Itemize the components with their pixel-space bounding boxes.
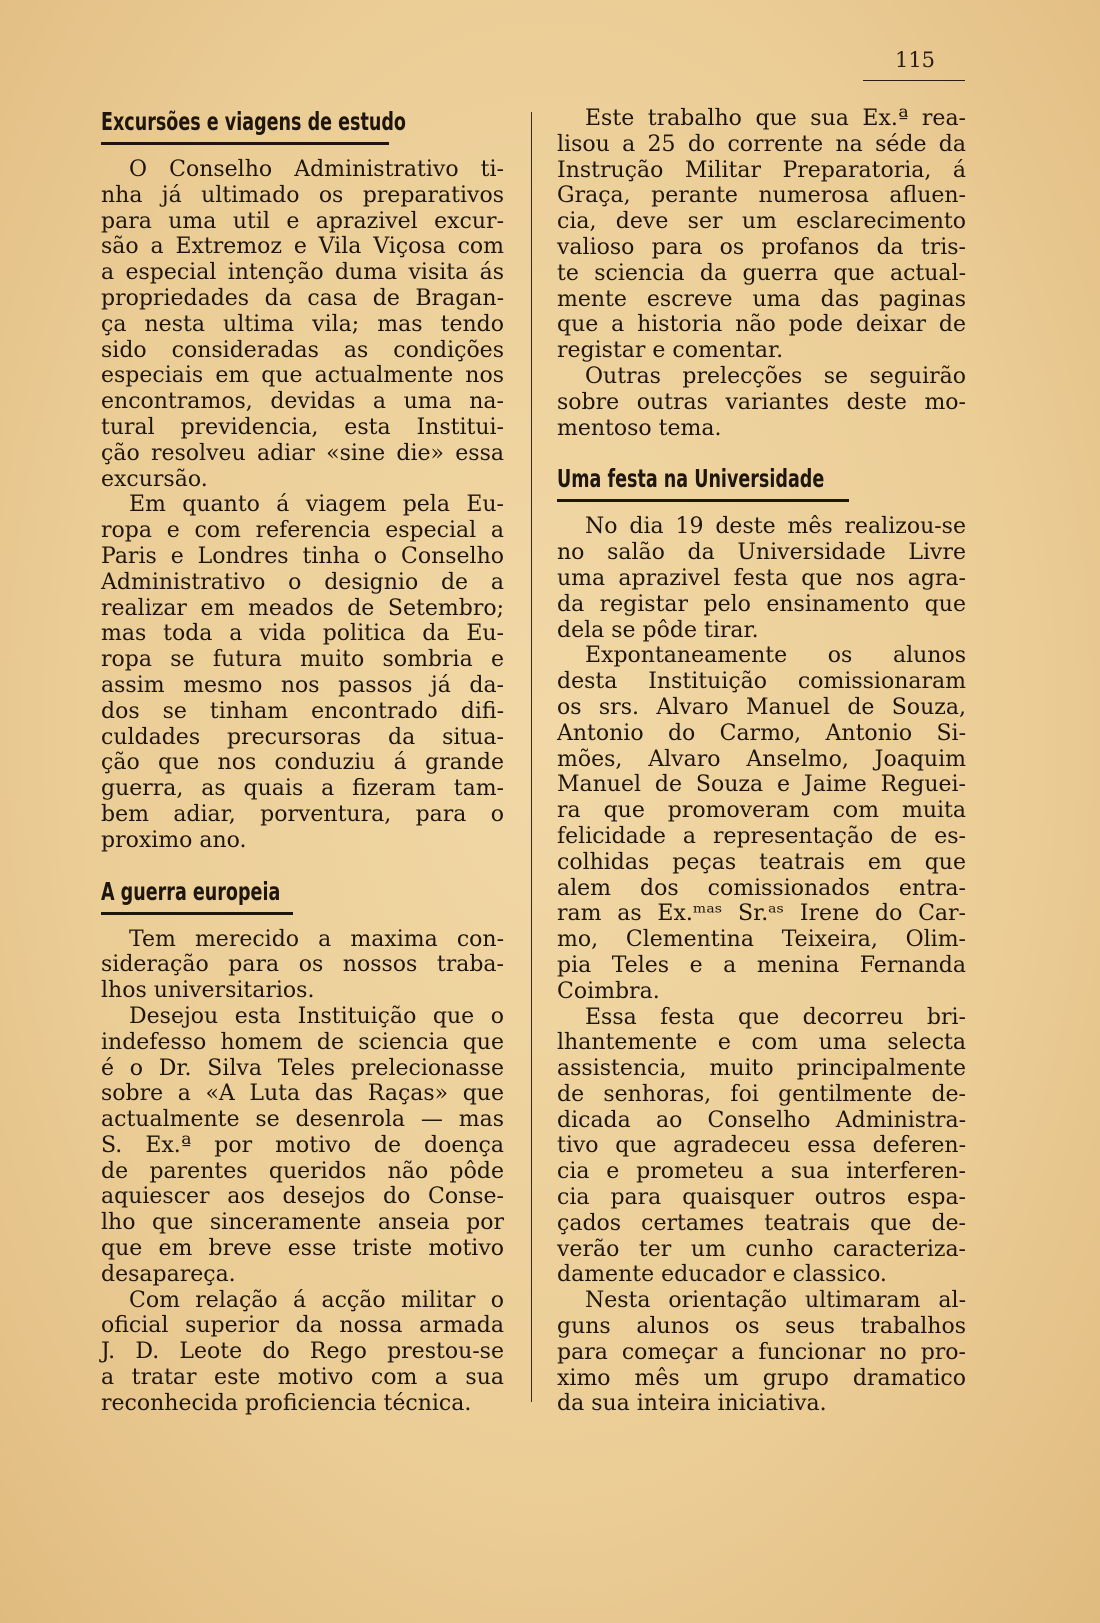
- text-line: ção resolveu adiar «sine die» essa: [101, 440, 504, 466]
- text-line: mões, Alvaro Anselmo, Joaquim: [557, 746, 966, 772]
- paragraph: [557, 1005, 966, 1289]
- text-line: lhos universitarios.: [101, 978, 315, 1004]
- text-line: Nesta orientação ultimaram al-: [585, 1288, 966, 1314]
- text-line: da registar pelo ensinamento que: [557, 591, 966, 617]
- section-spacer: [557, 441, 966, 463]
- left-column: [101, 106, 504, 1417]
- text-line: Essa festa que decorreu bri-: [585, 1004, 966, 1030]
- text-line: dicada ao Conselho Administra-: [557, 1107, 966, 1133]
- text-line: proximo ano.: [101, 827, 247, 853]
- paragraph: [101, 1288, 504, 1417]
- text-line: mas toda a vida politica da Eu-: [101, 621, 504, 647]
- text-line: J. D. Leote do Rego prestou-se: [101, 1339, 504, 1365]
- text-line: Tem merecido a maxima con-: [129, 926, 504, 952]
- text-line: Manuel de Souza e Jaime Reguei-: [557, 772, 966, 798]
- text-line: desta Instituição comissionaram: [557, 669, 966, 695]
- text-line: Graça, perante numerosa afluen-: [557, 183, 966, 209]
- section-spacer: [101, 854, 504, 876]
- text-line: Desejou esta Instituição que o: [129, 1003, 504, 1029]
- text-line: ção que nos conduziu á grande: [101, 750, 504, 776]
- text-line: Este trabalho que sua Ex.ª rea-: [585, 106, 966, 131]
- text-line: ropa e com referencia especial a: [101, 518, 504, 544]
- text-line: verão ter um cunho caracteriza-: [557, 1236, 966, 1262]
- text-line: guns alunos os seus trabalhos: [557, 1314, 966, 1340]
- text-line: guerra, as quais a fizeram tam-: [101, 776, 504, 802]
- text-line: dos se tinham encontrado difi-: [101, 698, 504, 724]
- text-line: que a historia não pode deixar de: [557, 312, 966, 338]
- text-line: sido consideradas as condições: [101, 337, 504, 363]
- text-line: tivo que agradeceu essa deferen-: [557, 1133, 966, 1159]
- paragraph: [101, 1004, 504, 1288]
- text-line: cia, deve ser um esclarecimento: [557, 209, 966, 235]
- paragraph: [101, 927, 504, 1004]
- text-line: registar e comentar.: [557, 338, 784, 364]
- text-line: desapareça.: [101, 1261, 236, 1287]
- text-line: encontramos, devidas a uma na-: [101, 389, 504, 415]
- text-line: dela se pôde tirar.: [557, 617, 759, 643]
- text-line: que em breve esse triste motivo: [101, 1236, 504, 1262]
- text-line: culdades precursoras da situa-: [101, 724, 504, 750]
- text-line: te sciencia da guerra que actual-: [557, 260, 966, 286]
- text-line: Antonio do Carmo, Antonio Si-: [557, 720, 966, 746]
- paragraph: [557, 514, 966, 643]
- text-line: mente escreve uma das paginas: [557, 286, 966, 312]
- text-line: felicidade a representação de es-: [557, 823, 966, 849]
- text-line: S. Ex.ª por motivo de doença: [101, 1132, 504, 1158]
- text-line: uma aprazivel festa que nos agra-: [557, 565, 966, 591]
- text-line: Outras prelecções se seguirão: [585, 363, 966, 389]
- text-line: Instrução Militar Preparatoria, á: [557, 157, 966, 183]
- text-line: çados certames teatrais que de-: [557, 1210, 966, 1236]
- text-line: nha já ultimado os preparativos: [101, 182, 504, 208]
- text-line: no salão da Universidade Livre: [557, 540, 966, 566]
- text-line: oficial superior da nossa armada: [101, 1313, 504, 1339]
- text-line: realizar em meados de Setembro;: [101, 595, 504, 621]
- text-line: sobre a «A Luta das Raças» que: [101, 1081, 504, 1107]
- paragraph: [101, 492, 504, 853]
- text-line: Com relação á acção militar o: [129, 1287, 504, 1313]
- text-line: Administrativo o designio de a: [101, 569, 504, 595]
- text-line: indefesso homem de sciencia que: [101, 1029, 504, 1055]
- text-line: tural previdencia, esta Institui-: [101, 414, 504, 440]
- text-line: pia Teles e a menina Fernanda: [557, 952, 966, 978]
- text-line: para começar a funcionar no pro-: [557, 1339, 966, 1365]
- heading-underline: [101, 912, 293, 915]
- text-line: Paris e Londres tinha o Conselho: [101, 543, 504, 569]
- heading-underline: [557, 499, 849, 502]
- text-line: sideração para os nossos traba-: [101, 952, 504, 978]
- text-line: a especial intenção duma visita ás: [101, 260, 504, 286]
- text-line: excursão.: [101, 466, 208, 492]
- text-line: da sua inteira iniciativa.: [557, 1391, 827, 1417]
- text-line: assistencia, muito principalmente: [557, 1056, 966, 1082]
- right-column: [557, 106, 966, 1417]
- section-heading: Excursões e viagens de estudo: [101, 107, 406, 136]
- text-line: para uma util e aprazivel excur-: [101, 208, 504, 234]
- text-line: especiais em que actualmente nos: [101, 363, 504, 389]
- text-line: são a Extremoz e Vila Viçosa com: [101, 234, 504, 260]
- text-line: cia e prometeu a sua interferen-: [557, 1159, 966, 1185]
- text-line: lhantemente e com uma selecta: [557, 1030, 966, 1056]
- text-line: O Conselho Administrativo ti-: [129, 157, 504, 182]
- text-line: de parentes queridos não pôde: [101, 1158, 504, 1184]
- text-line: valioso para os profanos da tris-: [557, 234, 966, 260]
- text-line: sobre outras variantes deste mo-: [557, 389, 966, 415]
- column-divider: [531, 112, 532, 1402]
- text-line: Em quanto á viagem pela Eu-: [129, 492, 504, 518]
- text-line: lisou a 25 do corrente na séde da: [557, 131, 966, 157]
- text-line: bem adiar, porventura, para o: [101, 801, 504, 827]
- text-line: Coimbra.: [557, 978, 660, 1004]
- paragraph: [557, 1288, 966, 1417]
- text-line: propriedades da casa de Bragan-: [101, 285, 504, 311]
- text-line: alem dos comissionados entra-: [557, 875, 966, 901]
- text-line: mo, Clementina Teixeira, Olim-: [557, 927, 966, 953]
- paragraph: [557, 364, 966, 441]
- text-line: cia para quaisquer outros espa-: [557, 1185, 966, 1211]
- paragraph: [557, 643, 966, 1004]
- paragraph: [557, 106, 966, 364]
- section-heading: Uma festa na Universidade: [557, 464, 825, 494]
- text-line: assim mesmo nos passos já da-: [101, 672, 504, 698]
- header-rule: [863, 80, 965, 81]
- text-line: mentoso tema.: [557, 415, 722, 441]
- text-line: ra que promoveram com muita: [557, 798, 966, 824]
- text-line: a tratar este motivo com a sua: [101, 1365, 504, 1391]
- text-line: reconhecida proficiencia técnica.: [101, 1390, 472, 1416]
- text-line: os srs. Alvaro Manuel de Souza,: [557, 694, 966, 720]
- heading-underline: [101, 142, 389, 145]
- text-line: é o Dr. Silva Teles prelecionasse: [101, 1055, 504, 1081]
- section-heading: A guerra europeia: [101, 876, 281, 906]
- text-line: ropa se futura muito sombria e: [101, 647, 504, 673]
- page-number: 115: [894, 48, 936, 72]
- paragraph: [101, 157, 504, 492]
- text-line: ximo mês um grupo dramatico: [557, 1365, 966, 1391]
- text-line: Expontaneamente os alunos: [585, 643, 966, 669]
- text-line: No dia 19 deste mês realizou-se: [585, 514, 966, 540]
- text-line: de senhoras, foi gentilmente de-: [557, 1081, 966, 1107]
- text-line: damente educador e classico.: [557, 1262, 887, 1288]
- text-line: aquiescer aos desejos do Conse-: [101, 1184, 504, 1210]
- text-line: ram as Ex.ᵐᵃˢ Sr.ᵃˢ Irene do Car-: [557, 901, 966, 927]
- text-line: colhidas peças teatrais em que: [557, 849, 966, 875]
- text-line: actualmente se desenrola — mas: [101, 1107, 504, 1133]
- text-line: lho que sinceramente anseia por: [101, 1210, 504, 1236]
- text-line: ça nesta ultima vila; mas tendo: [101, 311, 504, 337]
